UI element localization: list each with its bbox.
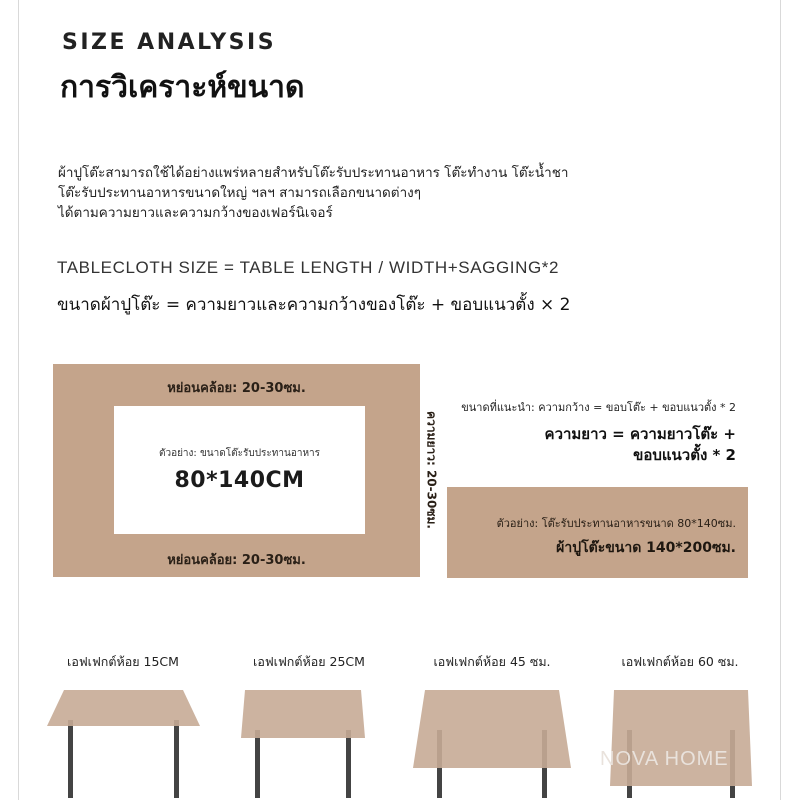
formula-english: TABLECLOTH SIZE = TABLE LENGTH / WIDTH+SAGGING*2	[57, 258, 560, 277]
left-border-line	[18, 0, 19, 800]
table-leg	[68, 720, 73, 798]
recommendation-length-line-2: ขอบแนวตั้ง * 2	[633, 446, 736, 464]
tablecloth-shape	[413, 690, 571, 768]
tablecloth-shape	[241, 690, 365, 738]
recommendation-width-rule: ขนาดที่แนะนำ: ความกว้าง = ขอบโต๊ะ + ขอบแนวตั้ง * 2	[461, 401, 736, 414]
right-border-line	[780, 0, 781, 800]
table-leg	[255, 730, 260, 798]
table-illustration-45cm	[411, 690, 573, 800]
example-table-size: ตัวอย่าง: โต๊ะรับประทานอาหารขนาด 80*140ซม.	[496, 517, 736, 530]
description-line-1: ผ้าปูโต๊ะสามารถใช้ได้อย่างแพร่หลายสำหรับโต๊ะรับประทานอาหาร โต๊ะทำงาน โต๊ะน้ำชา	[58, 165, 569, 181]
table-leg	[174, 720, 179, 798]
description	[58, 163, 738, 223]
description-line-3: ได้ตามความยาวและความกว้างของเฟอร์นิเจอร์	[58, 205, 333, 221]
watermark: NOVA HOME	[600, 748, 729, 770]
tablecloth-shape	[47, 690, 200, 726]
description-line-2: โต๊ะรับประทานอาหารขนาดใหญ่ ฯลฯ สามารถเลือกขนาดต่างๆ	[58, 185, 421, 201]
recommendation-length-line-1: ความยาว = ความยาวโต๊ะ +	[544, 425, 736, 443]
table-illustration-60cm	[602, 690, 762, 800]
drop-label-60: เอฟเฟกต์ห้อย 60 ซม.	[621, 654, 739, 669]
example-cloth-size: ผ้าปูโต๊ะขนาด 140*200ซม.	[556, 540, 736, 556]
drop-label-15: เอฟเฟกต์ห้อย 15CM	[67, 654, 179, 669]
diagram-example-label: ตัวอย่าง: ขนาดโต๊ะรับประทานอาหาร	[158, 448, 321, 459]
table-top-area	[114, 406, 365, 534]
diagram-bottom-drop-label: หย่อนคล้อย: 20-30ซม.	[167, 553, 306, 568]
diagram-top-drop-label: หย่อนคล้อย: 20-30ซม.	[167, 381, 306, 396]
tablecloth-shape	[610, 690, 752, 786]
formula-thai: ขนาดผ้าปูโต๊ะ = ความยาวและความกว้างของโต๊ะ + ขอบแนวตั้ง × 2	[57, 295, 571, 315]
drop-label-25: เอฟเฟกต์ห้อย 25CM	[253, 654, 365, 669]
recommendation-length-rule	[440, 424, 736, 466]
title-thai: การวิเคราะห์ขนาด	[60, 70, 305, 105]
table-illustration-25cm	[233, 690, 373, 800]
diagram-table-size: 80*140CM	[174, 468, 305, 493]
table-leg	[346, 730, 351, 798]
tablecloth-diagram	[53, 364, 439, 577]
diagram-right-drop-label: ความยาว: 20-30ซม.	[424, 411, 439, 529]
example-box	[447, 487, 748, 578]
table-illustration-15cm	[46, 690, 201, 800]
recommendation-block	[440, 398, 736, 466]
title-english: SIZE ANALYSIS	[62, 30, 277, 55]
drop-label-45: เอฟเฟกต์ห้อย 45 ซม.	[433, 654, 551, 669]
